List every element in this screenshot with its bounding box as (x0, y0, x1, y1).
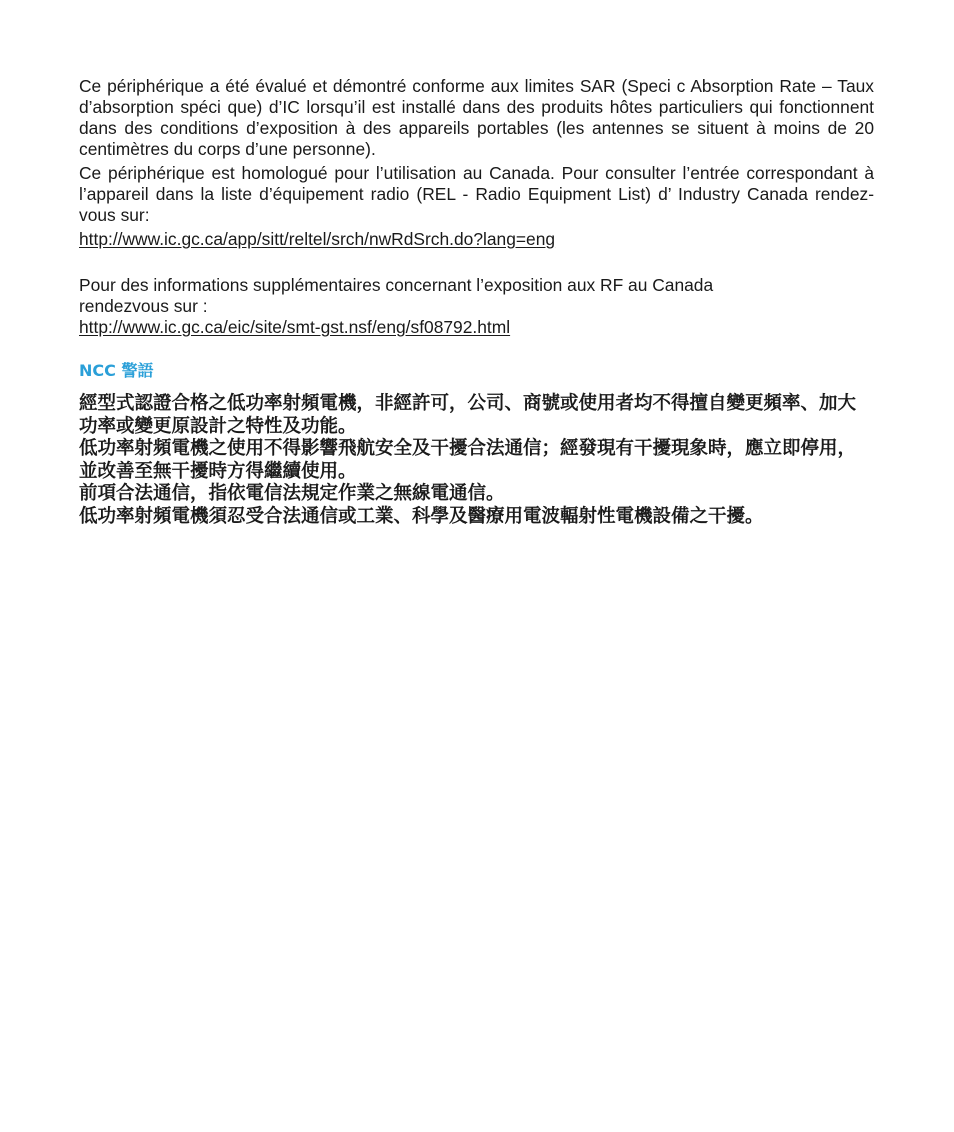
sar-paragraph: Ce périphérique a été évalué et démontré conforme aux limites SAR (Speci c Absorption Rate – Taux d’absorption spéci que) d’IC lorsqu’il est installé dans des produits hôtes particuliers qui fonctionnent dans des conditions d’exposition à des appareils portables (les antennes se situent à moins de 20 centimètres du corps d’une personne). (79, 76, 874, 159)
rel-link-line (79, 229, 874, 250)
rel-paragraph: Ce périphérique est homologué pour l’utilisation au Canada. Pour consulter l’entrée correspondant à l’appareil dans la liste d’équipement radio (REL - Radio Equipment List) d’ Industry Canada rendez-vous sur: (79, 163, 874, 225)
rf-paragraph-line2: rendezvous sur : (79, 296, 208, 316)
spacer (79, 250, 874, 275)
ncc-paragraph-3: 前項合法通信，指依電信法規定作業之無線電通信。 (79, 483, 505, 504)
rel-link[interactable]: http://www.ic.gc.ca/app/sitt/reltel/srch/nwRdSrch.do?lang=eng (79, 229, 556, 249)
document-page (79, 76, 874, 528)
ncc-heading: NCC 警語 (79, 361, 154, 380)
ncc-paragraph-1: 經型式認證合格之低功率射頻電機，非經許可，公司、商號或使用者均不得擅自變更頻率、加大功率或變更原設計之特性及功能。 (79, 393, 857, 437)
rf-link[interactable]: http://www.ic.gc.ca/eic/site/smt-gst.nsf/eng/sf08792.html (79, 317, 511, 337)
ncc-paragraph-2: 低功率射頻電機之使用不得影響飛航安全及干擾合法通信；經發現有干擾現象時，應立即停用，並改善至無干擾時方得繼續使用。 (79, 438, 857, 482)
ncc-paragraph-4: 低功率射頻電機須忍受合法通信或工業、科學及醫療用電波輻射性電機設備之干擾。 (79, 505, 764, 527)
rf-link-line (79, 317, 874, 338)
spacer (79, 382, 874, 393)
spacer (79, 338, 874, 360)
rf-paragraph (79, 275, 874, 317)
rf-paragraph-line1: Pour des informations supplémentaires concernant l’exposition aux RF au Canada (79, 275, 714, 295)
